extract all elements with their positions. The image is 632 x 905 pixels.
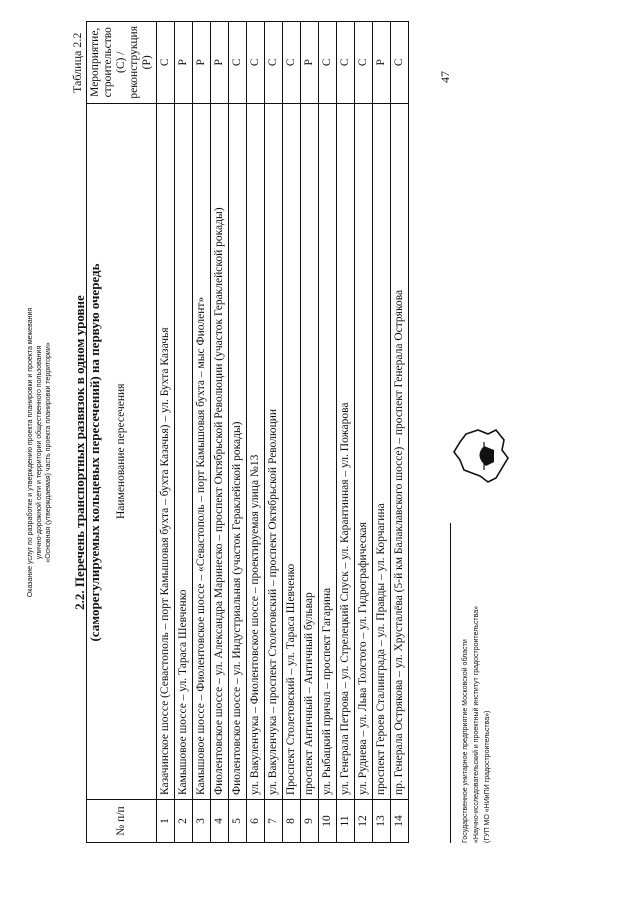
row-name: ул. Вакуленчука – Фиолентовское шоссе – проектируемая улица №13	[247, 103, 265, 799]
footer-text	[460, 606, 493, 843]
row-name: Камышовое шоссе – ул. Тараса Шевченко	[175, 103, 193, 799]
table-row	[247, 22, 265, 843]
row-measure: С	[265, 22, 283, 104]
table-row	[373, 22, 391, 843]
header-line: «Основная (утверждаемая) часть проекта планировки территории»	[45, 342, 52, 563]
table-label: Таблица 2.2	[70, 32, 84, 93]
footer-line: (ГУП МО «НИиПИ градостроительства»)	[484, 710, 491, 843]
row-num: 4	[211, 800, 229, 843]
row-num: 1	[157, 800, 175, 843]
row-name: ул. Рыбацкий причал – проспект Гагарина	[319, 103, 337, 799]
table-row	[355, 22, 373, 843]
row-name: ул. Вакуленчука – проспект Столетовский – проспект Октябрьской Революции	[265, 103, 283, 799]
row-name: Камышовое шоссе – Фиолентовское шоссе – «Севастополь – порт Камышовая бухта – мыс Фиолент»	[193, 103, 211, 799]
row-num: 9	[301, 800, 319, 843]
row-measure: Р	[211, 22, 229, 104]
row-num: 12	[355, 800, 373, 843]
page-footer	[450, 83, 550, 843]
footer-line: Государственное унитарное предприятие Московской области	[462, 639, 469, 843]
row-measure: Р	[175, 22, 193, 104]
footer-line: «Научно-исследовательский и проектный институт градостроительства»	[473, 605, 480, 843]
row-measure: С	[391, 22, 409, 104]
intersections-table	[86, 21, 409, 843]
row-num: 3	[193, 800, 211, 843]
moscow-region-map-logo-icon	[450, 424, 510, 488]
table-row	[391, 22, 409, 843]
table-row	[175, 22, 193, 843]
row-num: 7	[265, 800, 283, 843]
col-header-num: № п/п	[87, 800, 157, 843]
running-header	[26, 0, 53, 905]
row-name: ул. Генерала Петрова – ул. Стрелецкий Спуск – ул. Карантинная – ул. Пожарова	[337, 103, 355, 799]
row-num: 2	[175, 800, 193, 843]
table-row	[229, 22, 247, 843]
col-header-measure: Мероприятие, строительство (С) / реконструкция (Р)	[87, 22, 157, 104]
row-num: 13	[373, 800, 391, 843]
table-row	[319, 22, 337, 843]
row-name: проспект Героев Сталинграда – ул. Правды – ул. Корчагина	[373, 103, 391, 799]
table-row	[301, 22, 319, 843]
row-name: ул. Руднева – ул. Льва Толстого – ул. Гидрографическая	[355, 103, 373, 799]
header-line: улично-дорожной сети и территории общественного пользования	[36, 345, 43, 560]
title-line: 2.2. Перечень транспортных развязок в одном уровне	[72, 295, 87, 610]
row-num: 14	[391, 800, 409, 843]
row-name: Фиолентовское шоссе – ул. Индустриальная (участок Гераклейской рокады)	[229, 103, 247, 799]
row-name: проспект Античный – Античный бульвар	[301, 103, 319, 799]
row-measure: С	[319, 22, 337, 104]
row-measure: Р	[193, 22, 211, 104]
table-header-row	[87, 22, 157, 843]
row-num: 6	[247, 800, 265, 843]
row-name: Проспект Столетовский – ул. Тараса Шевченко	[283, 103, 301, 799]
footer-divider	[450, 523, 451, 843]
title-line: (саморегулируемых кольцевых пересечений) на первую очередь	[87, 263, 102, 642]
col-header-name: Наименование пересечения	[87, 103, 157, 799]
row-measure: С	[247, 22, 265, 104]
row-name: пр. Генерала Острякова – ул. Хрусталёва (5-й км Балаклавского шоссе) – проспект Генерала Острякова	[391, 103, 409, 799]
table-row	[193, 22, 211, 843]
row-num: 10	[319, 800, 337, 843]
row-measure: С	[229, 22, 247, 104]
page-number: 47	[438, 71, 452, 83]
table-row	[337, 22, 355, 843]
row-measure: С	[283, 22, 301, 104]
table-row	[283, 22, 301, 843]
row-num: 5	[229, 800, 247, 843]
row-name: Казачинское шоссе (Севастополь – порт Камышовая бухта – бухта Казачья) – ул. Бухта Казачья	[157, 103, 175, 799]
header-line: Оказание услуг по разработке и утверждению проекта планировки и проекта межевания	[27, 307, 34, 598]
row-measure: Р	[301, 22, 319, 104]
row-measure: С	[337, 22, 355, 104]
table-row	[265, 22, 283, 843]
row-num: 8	[283, 800, 301, 843]
row-name: Фиолентовское шоссе – ул. Александра Маринеско – проспект Октябрьской Революции (участок Гераклейской рокады)	[211, 103, 229, 799]
table-row	[211, 22, 229, 843]
row-num: 11	[337, 800, 355, 843]
row-measure: С	[157, 22, 175, 104]
row-measure: Р	[373, 22, 391, 104]
table-row	[157, 22, 175, 843]
row-measure: С	[355, 22, 373, 104]
